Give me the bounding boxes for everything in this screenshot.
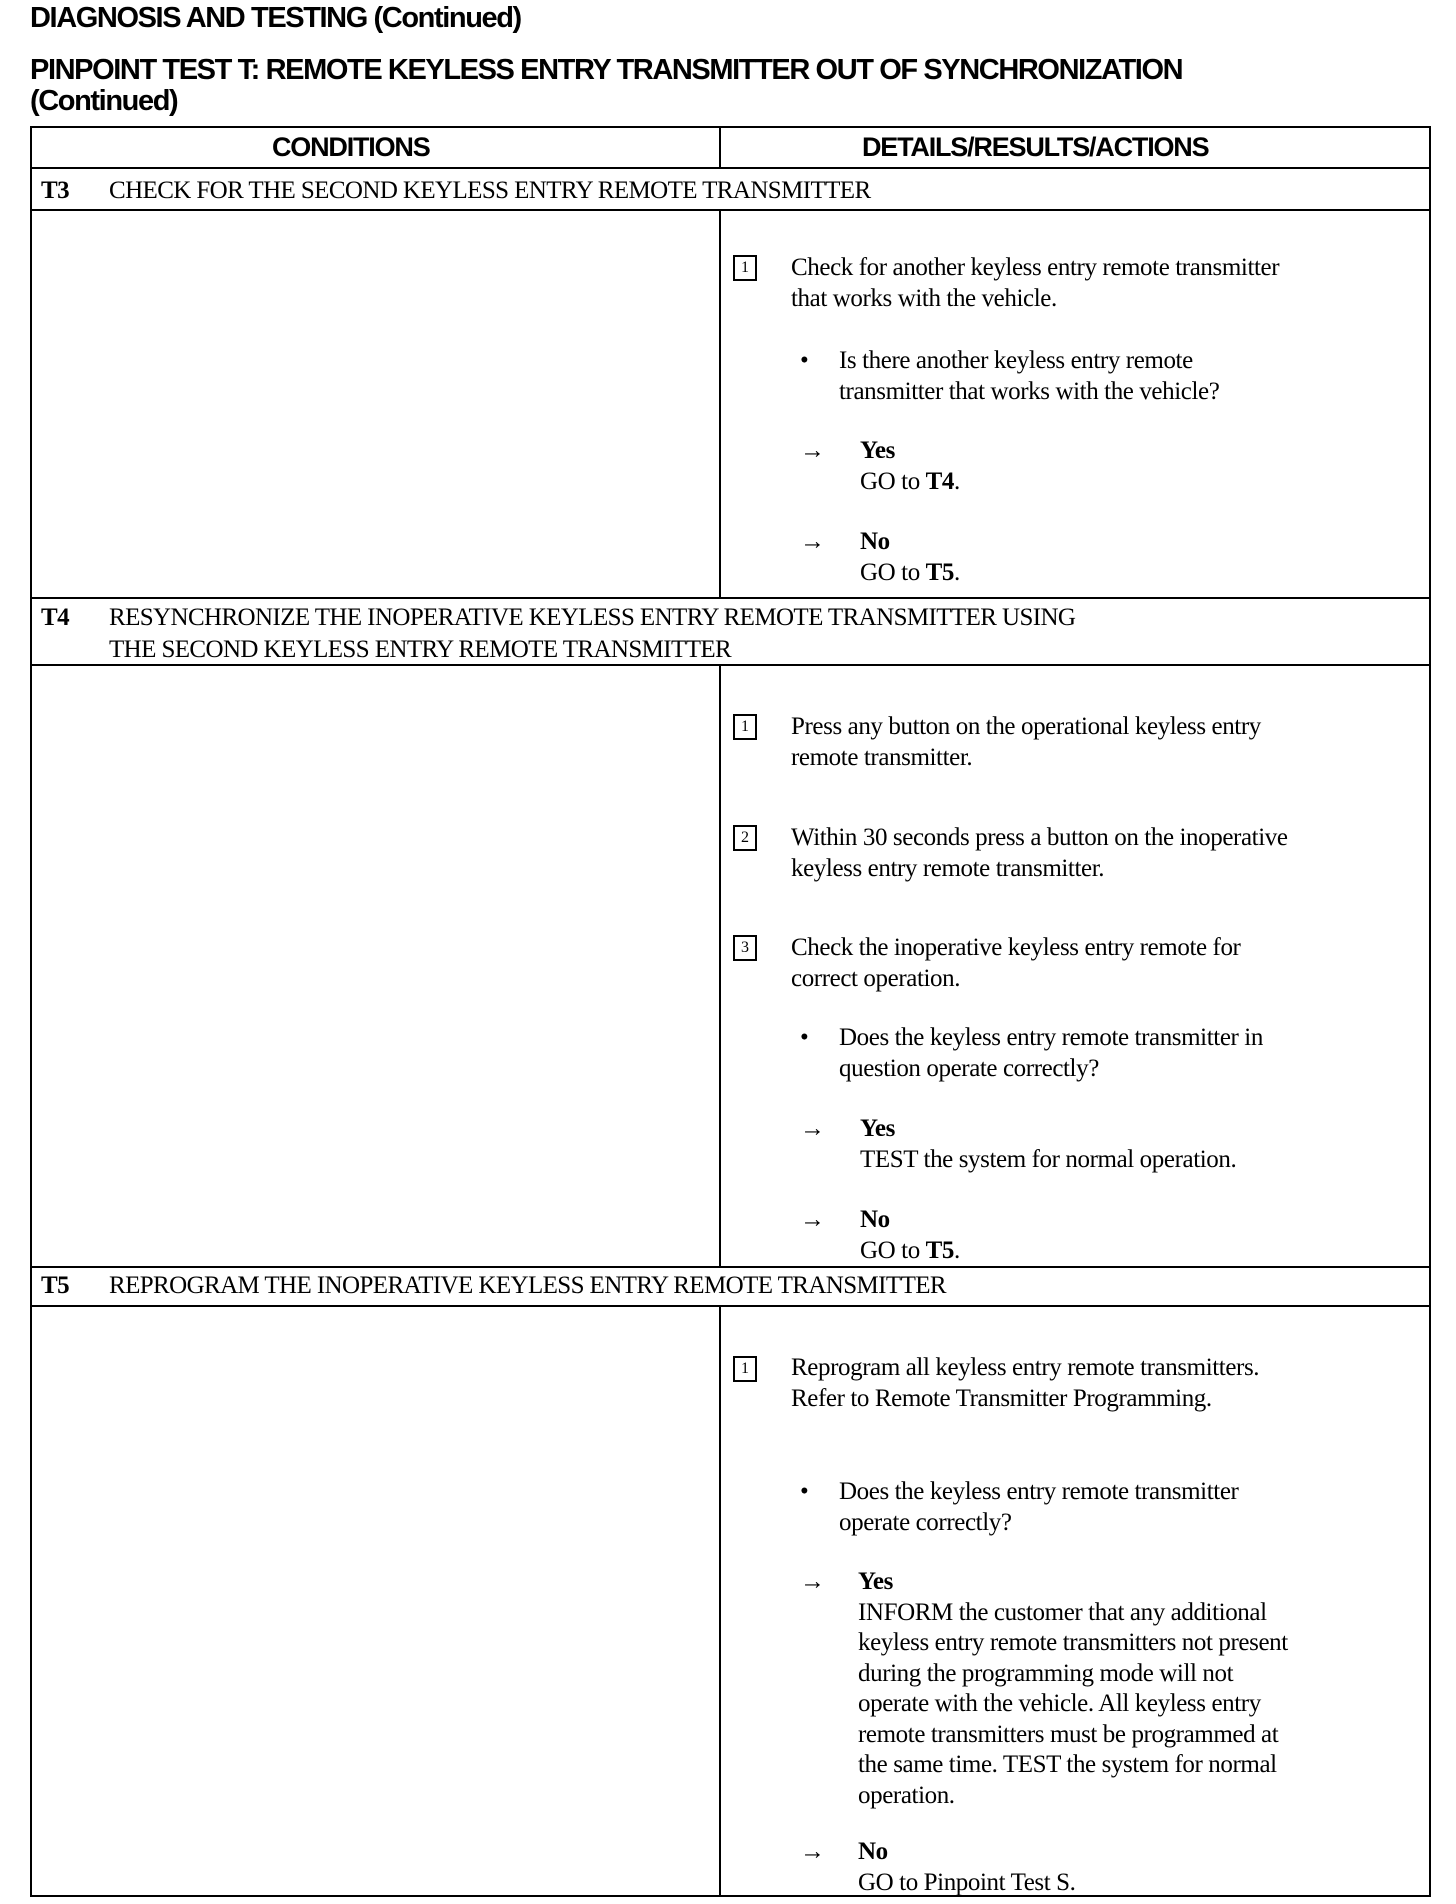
arrow-icon: → [800, 1568, 825, 1595]
step-number-box: 1 [733, 1356, 757, 1382]
action-text: Check the inoperative keyless entry remote for correct operation. [791, 934, 1241, 992]
section-title: DIAGNOSIS AND TESTING (Continued) [30, 2, 521, 34]
column-divider [719, 126, 721, 168]
arrow-icon: → [800, 1838, 825, 1865]
bullet-icon: • [800, 1478, 809, 1505]
step-number-box: 1 [733, 714, 757, 740]
arrow-icon: → [800, 528, 825, 555]
action-text: Reprogram all keyless entry remote transmitters. Refer to Remote Transmitter Programming. [791, 1354, 1260, 1412]
arrow-icon: → [800, 437, 825, 464]
step-id: T3 [41, 177, 69, 204]
step-title: RESYNCHRONIZE THE INOPERATIVE KEYLESS ENTRY REMOTE TRANSMITTER USING THE SECOND KEYLESS ENTRY REMOTE TRANSMITTER [109, 604, 1076, 663]
yes-result: Yes TEST the system for normal operation. [860, 1115, 1237, 1173]
yes-result: Yes GO to T4. [860, 437, 960, 495]
divider [30, 597, 1431, 599]
step-number-box: 1 [733, 255, 757, 281]
step-id: T4 [41, 604, 69, 631]
question-text: Does the keyless entry remote transmitter in question operate correctly? [839, 1024, 1263, 1082]
step-number-box: 2 [733, 825, 757, 851]
step-id: T5 [41, 1272, 69, 1299]
step-number-box: 3 [733, 935, 757, 961]
divider [30, 1305, 1431, 1307]
action-text: Check for another keyless entry remote transmitter that works with the vehicle. [791, 254, 1280, 312]
divider [30, 209, 1431, 211]
step-title: CHECK FOR THE SECOND KEYLESS ENTRY REMOTE TRANSMITTER [109, 177, 871, 204]
bullet-icon: • [800, 1024, 809, 1051]
bullet-icon: • [800, 347, 809, 374]
header-details: DETAILS/RESULTS/ACTIONS [862, 132, 1209, 162]
divider [30, 167, 1431, 169]
yes-result: Yes INFORM the customer that any additional keyless entry remote transmitters not present during the programming mode will not operate with the vehicle. All keyless entry remote transmitters must be programmed at the same time. TEST the system for normal operation. [858, 1568, 1288, 1809]
step-title: REPROGRAM THE INOPERATIVE KEYLESS ENTRY REMOTE TRANSMITTER [109, 1272, 946, 1299]
question-text: Does the keyless entry remote transmitter operate correctly? [839, 1478, 1239, 1536]
test-title-continued: (Continued) [30, 85, 178, 117]
arrow-icon: → [800, 1115, 825, 1142]
no-result: No GO to Pinpoint Test S. [858, 1838, 1076, 1896]
no-result: No GO to T5. [860, 1206, 960, 1264]
question-text: Is there another keyless entry remote transmitter that works with the vehicle? [839, 347, 1220, 405]
column-divider [719, 1305, 721, 1897]
header-conditions: CONDITIONS [272, 132, 430, 162]
no-result: No GO to T5. [860, 528, 960, 586]
column-divider [719, 209, 721, 597]
divider [30, 1266, 1431, 1268]
action-text: Within 30 seconds press a button on the inoperative keyless entry remote transmitter. [791, 824, 1288, 882]
arrow-icon: → [800, 1206, 825, 1233]
action-text: Press any button on the operational keyless entry remote transmitter. [791, 713, 1261, 771]
test-title: PINPOINT TEST T: REMOTE KEYLESS ENTRY TRANSMITTER OUT OF SYNCHRONIZATION [30, 54, 1183, 86]
column-divider [719, 664, 721, 1266]
